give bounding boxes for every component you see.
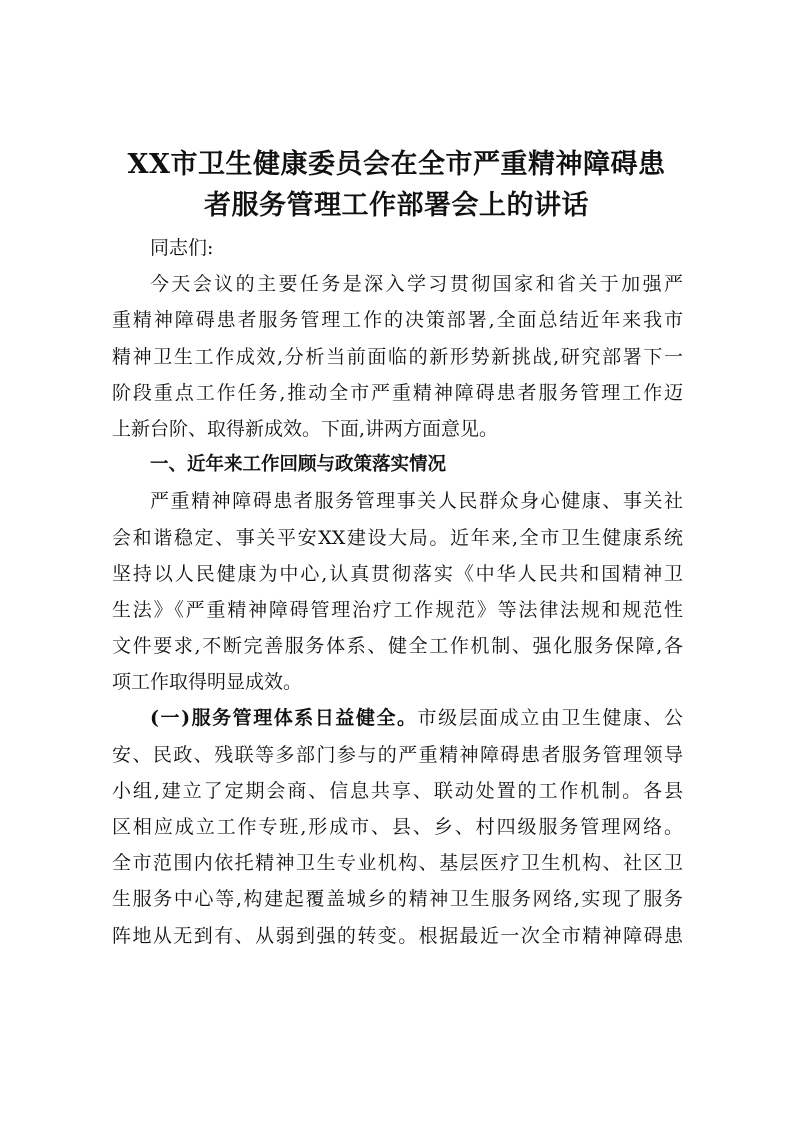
paragraph-3-line: 小组,建立了定期会商、信息共享、联动处置的工作机制。各县 (112, 779, 683, 802)
document-body (112, 230, 683, 954)
subsection-1-heading: (一)服务管理体系日益健全。 (150, 707, 418, 730)
paragraph-3-line: 安、民政、残联等多部门参与的严重精神障碍患者服务管理领导 (112, 743, 683, 766)
paragraph-1-line: 精神卫生工作成效,分析当前面临的新形势新挑战,研究部署下一 (112, 345, 683, 368)
section-heading: 一、近年来工作回顾与政策落实情况 (150, 454, 447, 476)
paragraph-2-line: 会和谐稳定、事关平安XX建设大局。近年来,全市卫生健康系统 (112, 526, 683, 549)
paragraph-1-line: 阶段重点工作任务,推动全市严重精神障碍患者服务管理工作迈 (112, 381, 683, 404)
paragraph-1-line: 上新台阶、取得新成效。下面,讲两方面意见。 (112, 417, 499, 440)
paragraph-3-line: 区相应成立工作专班,形成市、县、乡、村四级服务管理网络。 (112, 816, 683, 838)
paragraph-2-line: 项工作取得明显成效。 (112, 671, 303, 694)
paragraph-2-line: 严重精神障碍患者服务管理事关人民群众身心健康、事关社 (150, 490, 683, 513)
salutation: 同志们: (150, 237, 214, 259)
paragraph-1-line: 重精神障碍患者服务管理工作的决策部署,全面总结近年来我市 (112, 309, 683, 332)
paragraph-3-line: 全市范围内依托精神卫生专业机构、基层医疗卫生机构、社区卫 (112, 852, 683, 875)
document-title-line-1: XX市卫生健康委员会在全市严重精神障碍患 (127, 149, 666, 180)
paragraph-1-line: 今天会议的主要任务是深入学习贯彻国家和省关于加强严 (150, 273, 683, 296)
subsection-1-text: 市级层面成立由卫生健康、公 (417, 707, 683, 730)
subsection-1-first-line (112, 700, 683, 736)
paragraph-2-line: 文件要求,不断完善服务体系、健全工作机制、强化服务保障,各 (112, 635, 683, 658)
document-title-line-2: 者服务管理工作部署会上的讲话 (204, 190, 589, 221)
paragraph-3-line: 阵地从无到有、从弱到强的转变。根据最近一次全市精神障碍患 (112, 924, 683, 947)
paragraph-2-line: 坚持以人民健康为中心,认真贯彻落实《中华人民共和国精神卫 (112, 562, 683, 585)
paragraph-3-line: 生服务中心等,构建起覆盖城乡的精神卫生服务网络,实现了服务 (112, 888, 683, 911)
paragraph-2-line: 生法》《严重精神障碍管理治疗工作规范》等法律法规和规范性 (112, 598, 683, 621)
